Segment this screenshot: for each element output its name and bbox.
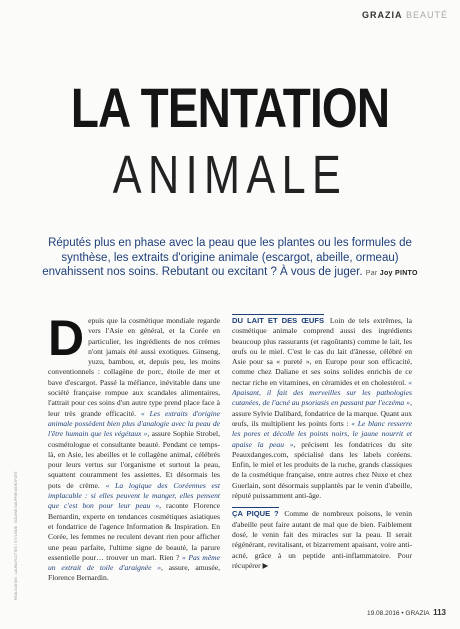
left-quote-1: « Les extraits d'origine animale possèdent bien plus d'analogie avec la peau de l'être humain que les végétaux » [48, 408, 220, 439]
left-column [48, 310, 221, 584]
right-section-2 [232, 509, 412, 571]
magazine-header [362, 10, 448, 20]
left-paragraph-2: , assure Sophie Strobel, cosmétologue et consultante beauté. Pendant ce temps-là, en Asie, les abeilles et le collagène animal, célébrés pour leurs vertus sur l'organisme et surtout la peau, squattent couramment les assiettes. Et désormais les pots de crème. [48, 429, 220, 490]
subhead-milk-eggs: DU LAIT ET DES ŒUFS [232, 316, 325, 325]
article-intro [40, 236, 420, 282]
article-title-line2: ANIMALE [112, 145, 348, 205]
left-quote-2: « La logique des Coréennes est implacable : si elles peuvent le manger, elles pensent que c'est bon pour leur peau » [48, 480, 220, 511]
intro-text: Réputés plus en phase avec la peau que les plantes ou les formules de synthèse, les extraits d'origine animale (escargot, abeille, ormeau) envahissent nos soins. Rebutant ou excitant ? À vous de juger. [42, 237, 412, 278]
article-title-line1: LA TENTATION [70, 76, 390, 139]
magazine-brand: GRAZIA [361, 10, 403, 20]
drop-cap: D [48, 310, 85, 366]
byline-prefix: Par [365, 270, 378, 277]
byline-author: Joy PINTO [379, 270, 418, 277]
subhead-bee-venom: ÇA PIQUE ? [232, 509, 279, 519]
left-paragraph-3: , raconte Florence Bernardin, experte en tendances cosmétiques asiatiques et fondatrice de l'agence Information & Inspiration. En Corée, les femmes ne reculent devant rien pour afficher une peau parfaite, l'ultime signe de beauté, la parure essentielle pour… trouver un mari. Rien ? [48, 501, 221, 562]
page-number: 113 [433, 608, 446, 617]
left-quote-3: « Pas même un extrait de toile d'araignée » [48, 552, 220, 573]
byline [366, 270, 418, 277]
right-paragraph-1: Loin de tels extrêmes, la cosmétique animale comprend aussi des ingrédients beaucoup plus rassurants (et ragoûtants) comme le lait, les œufs ou le miel. C'est le cas du lait d'ânesse, célébré en Asie pour sa « pureté », en Europe pour son efficacité, comme chez Daliane et ses soins solides enrichis de ce nectar riche en vitamines, en céramides et en cholestérol. [232, 316, 412, 387]
photo-credit: RÉALISATION : LAURA FLOTTES / STYLISME : SOLENE DAUPHIN MONTFORT [14, 471, 18, 600]
right-quote-1: « Apaisant, il fait des merveilles sur les pathologies cutanées, de l'acné au psoriasis en passant par l'eczéma » [232, 377, 412, 408]
issue-date: 19.08.2016 • GRAZIA [367, 610, 430, 617]
right-quote-2: « Le blanc resserre les pores et décolle les points noirs, le jaune nourrit et apaise la peau » [232, 418, 413, 449]
right-paragraph-2: , assure Sylvie Dalibard, fondatrice de la marque. Quant aux œufs, ils multiplient les points forts : [232, 398, 412, 428]
right-column [232, 316, 412, 571]
right-paragraph-3: , précisent les fondatrices du site Peauxdanges.com, spécialisé dans les labels coréens. Enfin, le miel et les produits de la ruche, grands classiques de la cosmétique française, entre autres chez Nuxe et chez Guerlain, sont désormais supplantés par le venin d'abeille, réputé puissamment anti-âge. [232, 439, 412, 501]
right-paragraph-4: Comme de nombreux poisons, le venin d'abeille peut faire autant de mal que de bien. Faiblement dosé, le venin fait des miracles sur la peau. Il serait régénérant, revitalisant, et bizarrement apaisant, voire anti-acné, grâce à un peptide anti-inflammatoire. Pour récupérer ▶ [232, 509, 412, 570]
left-paragraph-4: , assure, amusée, Florence Bernardin. [48, 563, 220, 583]
page-footer [367, 608, 446, 617]
left-paragraph-1: epuis que la cosmétique mondiale regarde vers l'Asie en général, et la Corée en particulier, les ingrédients de nos crèmes n'ont jamais été aussi exotiques. Ginseng, yuzu, bambou, et, depuis peu, les moins conventionnels : collagène de porc, étoile de mer et bave d'escargot. Passé la méfiance, inévitable dans une société française rompue aux scandales alimentaires, l'attrait pour ces soins d'un autre type prend place face à leur très grande efficacité. [48, 316, 220, 418]
section-name: BEAUTÉ [405, 10, 448, 20]
